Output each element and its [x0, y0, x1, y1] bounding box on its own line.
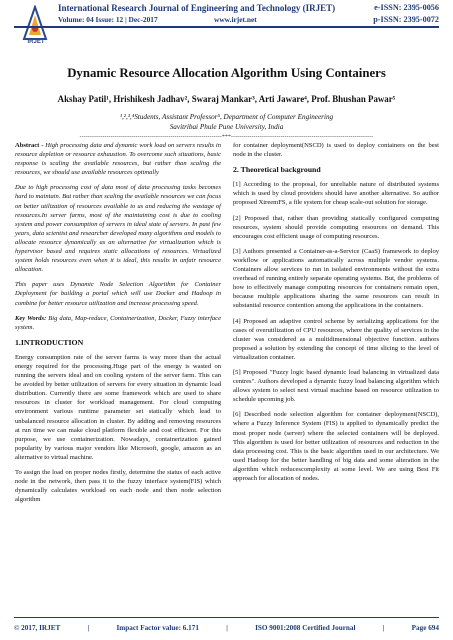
abstract-text-1: High processing data and dynamic work load on servers results in resource depletion or resource exhaustion. To overcome such situations, basic response is scaling the available resources, but rather than scaling the resources, we should use available resources optimally: [15, 142, 221, 177]
page-footer: [14, 617, 439, 632]
background-paragraph-6: [6] Described node selection algorithm for container deployment(NSCD), where a Fuzzy Inference System (FIS) is applied to dynamically predict the most proper node (server) where the selected containers will be deployed. This algorithm is used for better utilization of resources and reduction in the data processing cost. This is the basic algorithm used in our architecture. We used Hadoop for the better handling of big data and some alteration in the algorithm which reducescomplexity at some level. We are using Best Fit approach for allocation of nodes.: [233, 411, 439, 482]
abstract-paragraph-1: [15, 141, 221, 177]
theoretical-background-heading: 2. Theoretical background: [233, 165, 321, 175]
introduction-paragraph-1: Energy consumption rate of the server farms is way more than the actual energy required for the processing.Huge part of the energy is wasted on running the servers ideal and on cooling system of the server farm. This can be avoided by better utilization of servers for every situation in dynamic load distribution. Currently there are some framework which are used to share resources in cluster for workload management. For cloud computing environment various runtime parameter set statically which lead to unbalanced resource allocation in cluster. By adding and removing resources at run time we can make cloud platform flexible and cost efficient. For this purpose, we use containerization. Nowadays, containerization gained popularity by various major vendors like Microsoft, google, amazon as an alternative to virtual machine.: [15, 353, 221, 461]
abstract-label: Abstract -: [15, 142, 46, 149]
background-paragraph-3: [3] Authors presented a Container-as-a-Service (CaaS) framework to deploy workflow or applications automatically across multiple vendor systems. Containers allow services to run in isolated environments without the extra overhead of running entirely separate operating systems. But, the problems of how to effectively manage computing resources for containers remain open, because multiple applications sharing the same resources can result in substantial resource contention among the applications in the containers.: [233, 247, 439, 310]
header-rule: [14, 26, 439, 28]
footer-divider: |: [226, 624, 228, 632]
footer-impact-factor: Impact Factor value: 6.171: [116, 624, 199, 632]
footer-divider: |: [382, 624, 385, 632]
background-paragraph-5: [5] Proposed "Fuzzy logic based dynamic load balancing in virtualized data centres". Authors developed a dynamic fuzzy load balancing algorithm which allows system to select next virtual machine based on resource utilization to schedule upcoming job.: [233, 368, 439, 404]
footer-iso: ISO 9001:2008 Certified Journal: [255, 624, 356, 632]
irjet-logo-icon: [22, 5, 48, 43]
eissn: e-ISSN: 2395-0056: [374, 3, 439, 12]
abstract-paragraph-2: Due to high processing cost of data most of data processing tasks becomes hard to maintain. But rather than scaling the available resources we can focus on better utilization of resources available to us and reducing the wastage of resources.In server farms, most of the maintaining cost is due to cooling system and power consumption of servers in ideal state of servers. In past few years, data scientist and researcher developed many algorithms and models to allocate resource dynamically as an alternative for virtualization which is hypervisor based and requires static allocations of resources. Virtualized system holds resources even when it is ideal, this results in unfair resource allocation.: [15, 184, 221, 274]
footer-page-number: Page 694: [411, 624, 439, 632]
author-list: Akshay Patil¹, Hrishikesh Jadhav², Swaraj Mankar³, Arti Jaware⁴, Prof. Bhushan Pawar⁵: [57, 94, 396, 104]
paper-title: Dynamic Resource Allocation Algorithm Using Containers: [67, 66, 386, 80]
journal-header: [0, 0, 453, 52]
affiliation-line-2: Savitribai Phule Pune University, India: [169, 123, 284, 131]
left-column: [15, 141, 221, 510]
keywords-text: Big data, Map-reduce, Containerization, Docker, Fuzzy interface system.: [15, 314, 221, 331]
section-separator: ---------------------------------------------------------------------***---------------------------------------------------------------------: [79, 134, 374, 140]
introduction-paragraph-2: To assign the load on proper nodes firstly, determine the status of each active node in the network, then pass it to the fuzzy interface system(FIS) which dynamically calculates workload on each node and then node selection algorithm: [15, 469, 221, 504]
footer-divider: |: [87, 624, 90, 632]
journal-website-link[interactable]: www.irjet.net: [214, 15, 257, 24]
affiliation-line-1: ¹,²,³,⁴Students, Assistant Professor⁵, Department of Computer Engineering: [119, 113, 334, 121]
right-column: [233, 141, 439, 489]
abstract-paragraph-3: This paper uses Dynamic Node Selection Algorithm for Container Deployment for building a portal which will use Docker and Hadoop in combine for better resource utilization and increase processing speed.: [15, 281, 221, 307]
volume-issue: Volume: 04 Issue: 12 | Dec-2017: [58, 15, 158, 24]
logo-text: IRJET: [27, 39, 45, 45]
background-paragraph-1: [1] According to the proposal, for unreliable nature of distributed systems which is used by cloud providers should have another alternative. So author proposed XtreemFS, a file system for cheap scale-out solution for storage.: [233, 181, 439, 207]
keywords: [15, 314, 221, 332]
footer-copyright: © 2017, IRJET: [14, 624, 61, 632]
affiliation: [0, 112, 453, 132]
introduction-continuation: for container deployment(NSCD) is used to deploy containers on the best node in the cluster.: [233, 142, 439, 159]
background-paragraph-2: [2] Proposed that, rather than providing statically configured computing resources, system should provide computing resources on demand. This encourages cost efficient usage of computing resources.: [233, 214, 439, 240]
background-paragraph-4: [4] Proposed an adaptive control scheme by serializing applications for the cases of overutilization of CPU resources, where the quality of services in the cluster was considered as a multidimensional objective function. authors proposed a solution by extending the concept of time slicing to the level of virtualization container.: [233, 317, 439, 361]
introduction-heading: 1.INTRODUCTION: [15, 337, 84, 347]
keywords-label: Key Words:: [15, 314, 49, 322]
journal-name: International Research Journal of Engineering and Technology (IRJET): [58, 3, 336, 13]
pissn: p-ISSN: 2395-0072: [373, 15, 439, 24]
